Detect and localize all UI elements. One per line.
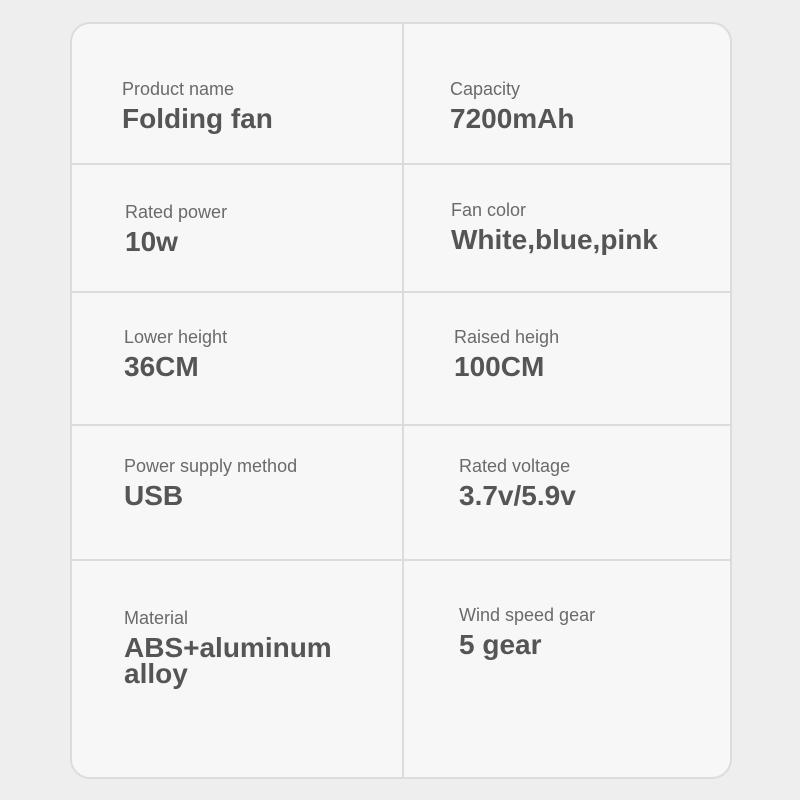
spec-label: Product name [122,79,235,99]
spec-table [70,22,732,779]
spec-cell-raised-height [454,326,724,380]
spec-label: Rated power [125,202,228,222]
spec-cell-material [124,607,354,687]
spec-label: Raised heigh [454,327,560,347]
spec-value: ABS+aluminum alloy [124,632,332,689]
row-divider [72,291,730,293]
spec-value: 5 gear [459,629,542,660]
spec-cell-capacity [450,78,720,132]
spec-cell-power-supply [124,455,394,509]
spec-value: 100CM [454,351,545,382]
row-divider [72,163,730,165]
spec-value: 10w [125,226,178,257]
spec-value: 3.7v/5.9v [459,480,576,511]
spec-label: Rated voltage [459,456,571,476]
spec-cell-fan-color [451,199,726,253]
row-divider [72,559,730,561]
spec-value: USB [124,480,184,511]
spec-cell-lower-height [124,326,384,380]
spec-label: Material [124,608,189,628]
row-divider [72,424,730,426]
spec-value: 7200mAh [450,103,575,134]
spec-cell-rated-voltage [459,455,724,509]
spec-cell-product-name [122,78,382,132]
spec-label: Power supply method [124,456,298,476]
spec-label: Lower height [124,327,228,347]
spec-label: Wind speed gear [459,605,596,625]
spec-cell-wind-speed [459,604,724,658]
column-divider [402,24,404,777]
spec-cell-rated-power [125,201,385,255]
spec-value: Folding fan [122,103,273,134]
spec-value: White,blue,pink [451,224,658,255]
spec-label: Capacity [450,79,521,99]
spec-value: 36CM [124,351,199,382]
spec-label: Fan color [451,200,527,220]
